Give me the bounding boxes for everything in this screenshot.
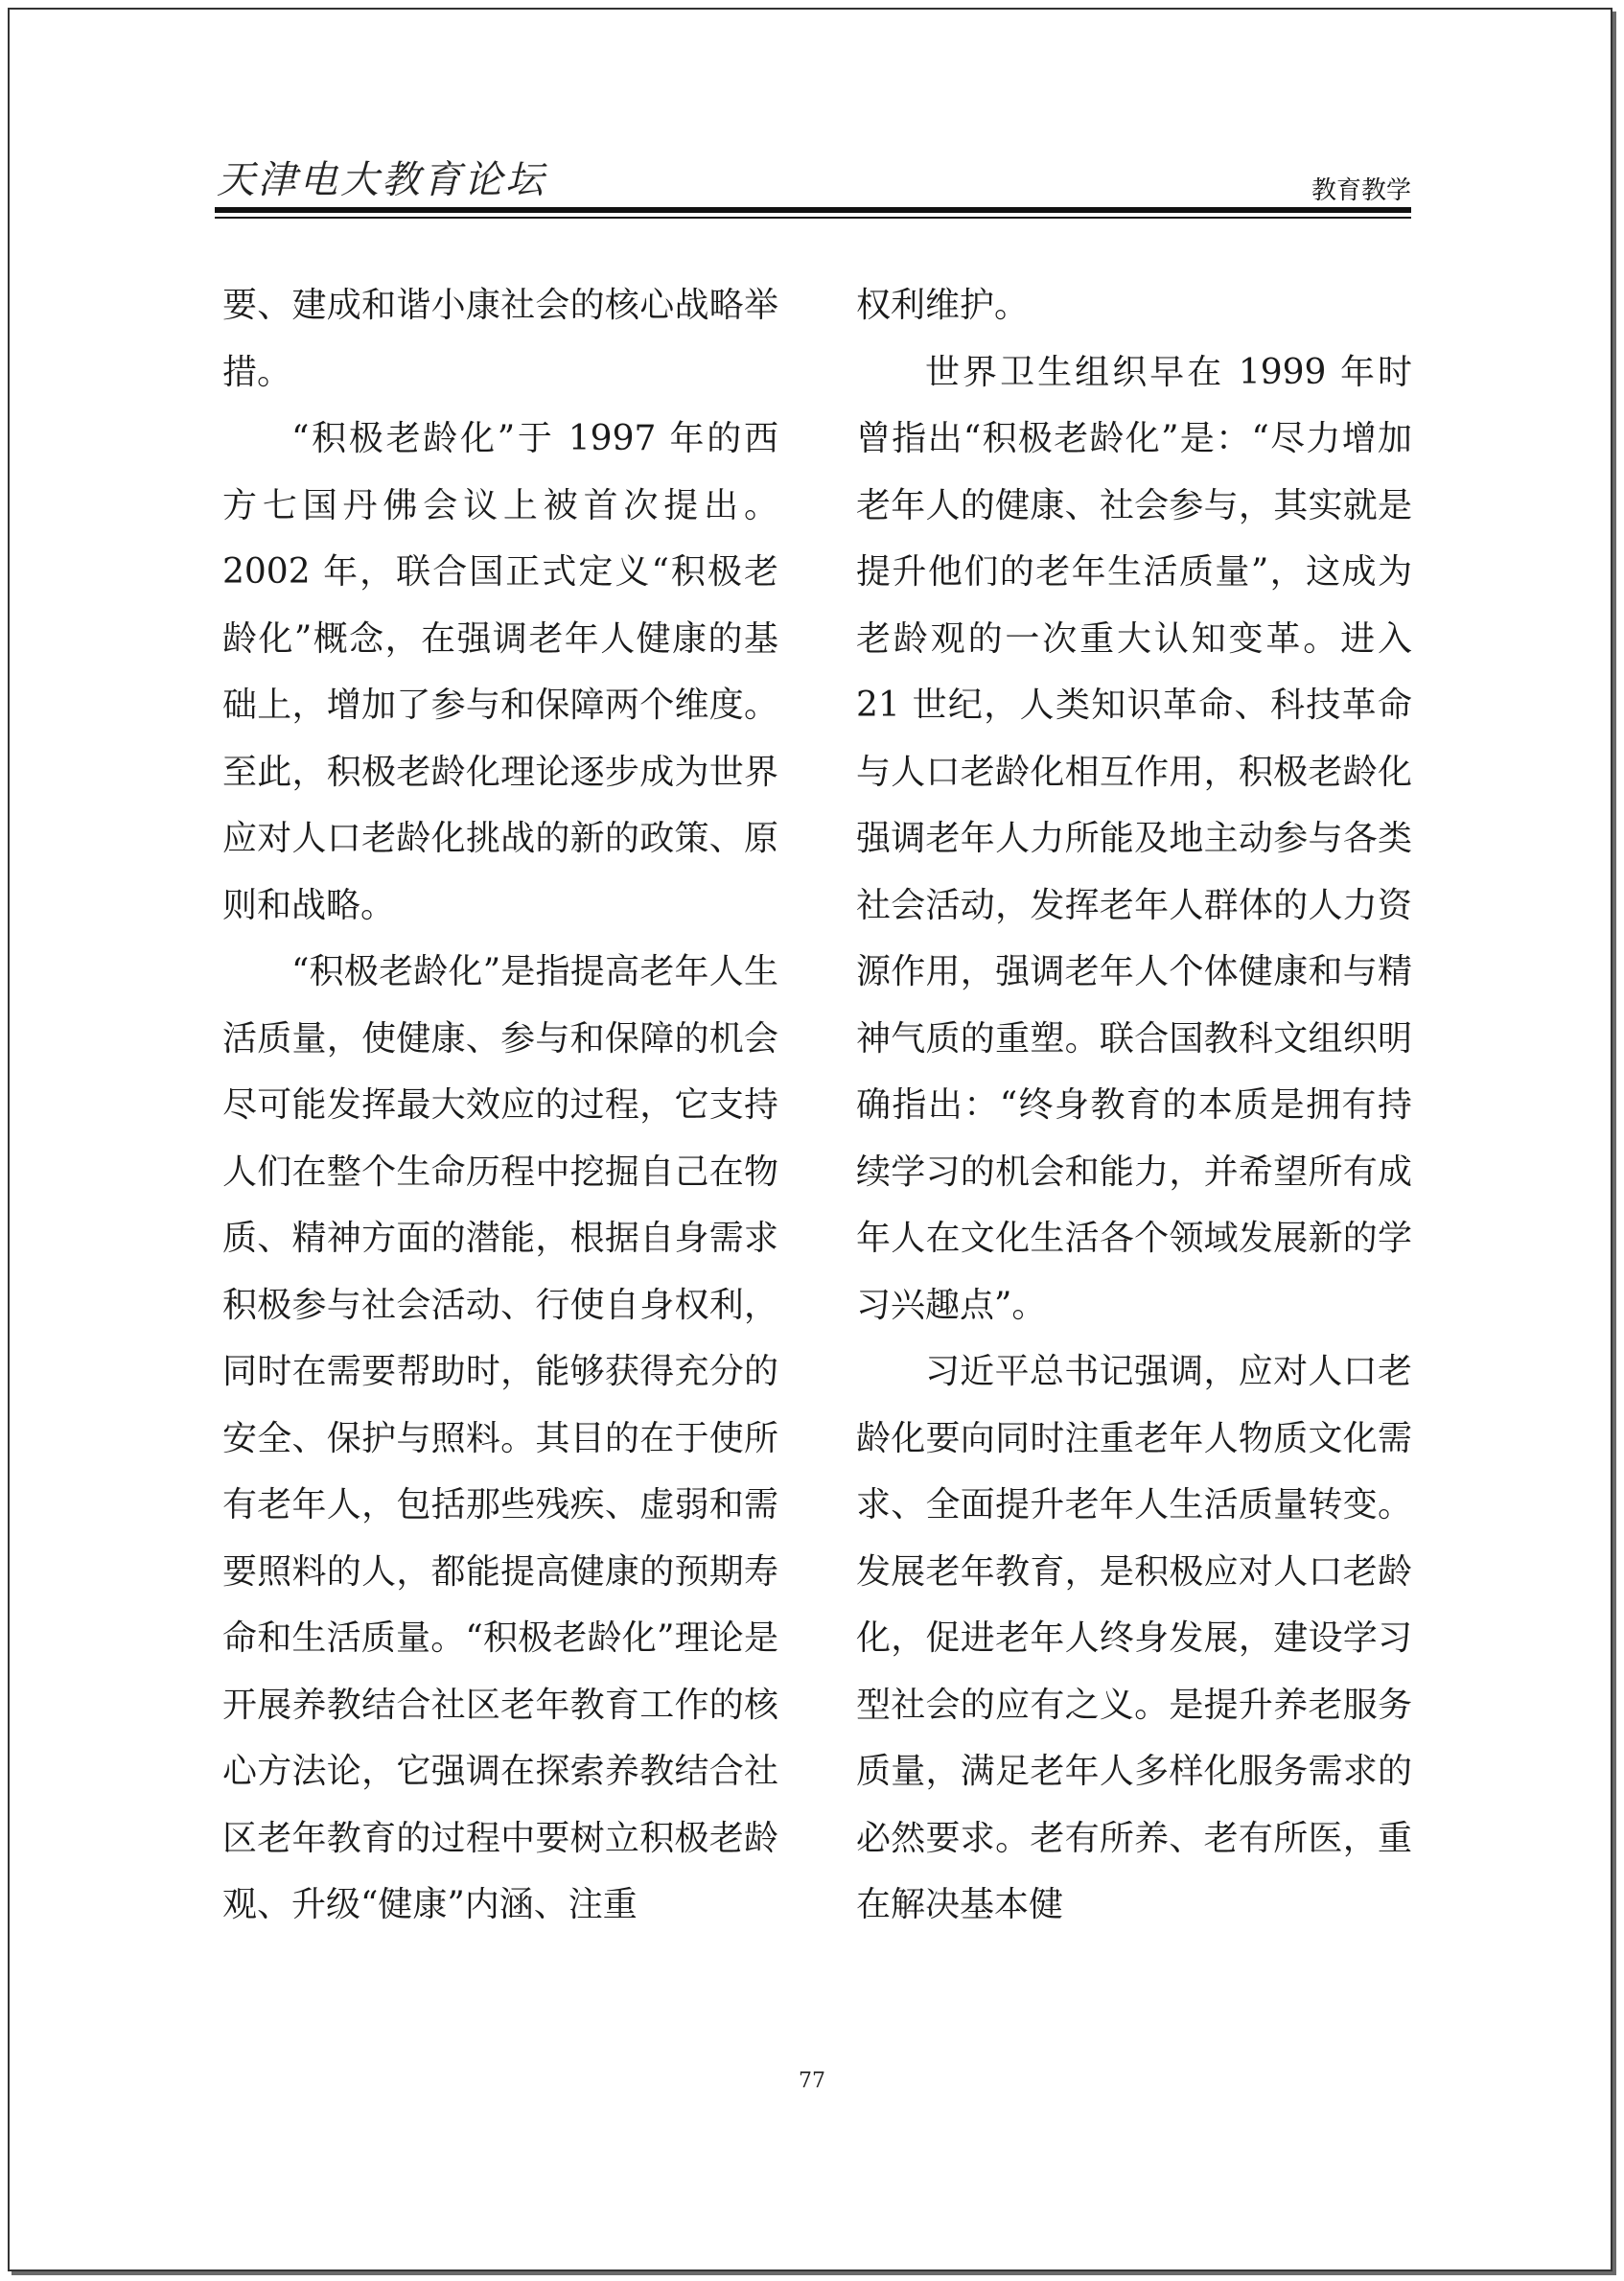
left-column <box>222 272 778 1939</box>
header-rule-thin <box>215 217 1411 219</box>
paragraph: “积极老龄化”是指提高老年人生活质量，使健康、参与和保障的机会尽可能发挥最大效应的过程，它支持人们在整个生命历程中挖掘自己在物质、精神方面的潜能，根据自身需求积极参与社会活动、行使自身权利，同时在需要帮助时，能够获得充分的安全、保护与照料。其目的在于使所有老年人，包括那些残疾、虚弱和需要照料的人，都能提高健康的预期寿命和生活质量。“积极老龄化”理论是开展养教结合社区老年教育工作的核心方法论，它强调在探索养教结合社区老年教育的过程中要树立积极老龄观、升级“健康”内涵、注重 <box>222 952 778 1924</box>
page-number: 77 <box>799 2069 825 2093</box>
paragraph: 权利维护。 <box>856 286 1030 325</box>
journal-title: 天津电大教育论坛 <box>217 158 546 202</box>
header-rule-thick <box>215 207 1411 213</box>
paragraph: “积极老龄化”于 1997 年的西方七国丹佛会议上被首次提出。2002 年，联合国正式定义“积极老龄化”概念，在强调老年人健康的基础上，增加了参与和保障两个维度。至此，积极老龄化理论逐步成为世界应对人口老龄化挑战的新的政策、原则和战略。 <box>222 419 778 925</box>
paragraph: 世界卫生组织早在 1999 年时曾指出“积极老龄化”是：“尽力增加老年人的健康、社会参与，其实就是提升他们的老年生活质量”，这成为老龄观的一次重大认知变革。进入 21 世纪，人类知识革命、科技革命与人口老龄化相互作用，积极老龄化强调老年人力所能及地主动参与各类社会活动，发挥老年人群体的人力资源作用，强调老年人个体健康和与精神气质的重塑。联合国教科文组织明确指出：“终身教育的本质是拥有持续学习的机会和能力，并希望所有成年人在文化生活各个领域发展新的学习兴趣点”。 <box>856 352 1412 1325</box>
paragraph: 习近平总书记强调，应对人口老龄化要向同时注重老年人物质文化需求、全面提升老年人生活质量转变。发展老年教育，是积极应对人口老龄化，促进老年人终身发展，建设学习型社会的应有之义。是提升养老服务质量，满足老年人多样化服务需求的必然要求。老有所养、老有所医，重在解决基本健 <box>856 1352 1412 1924</box>
paragraph: 要、建成和谐小康社会的核心战略举措。 <box>222 286 778 392</box>
section-tag: 教育教学 <box>1311 176 1411 205</box>
right-column <box>856 272 1412 1939</box>
